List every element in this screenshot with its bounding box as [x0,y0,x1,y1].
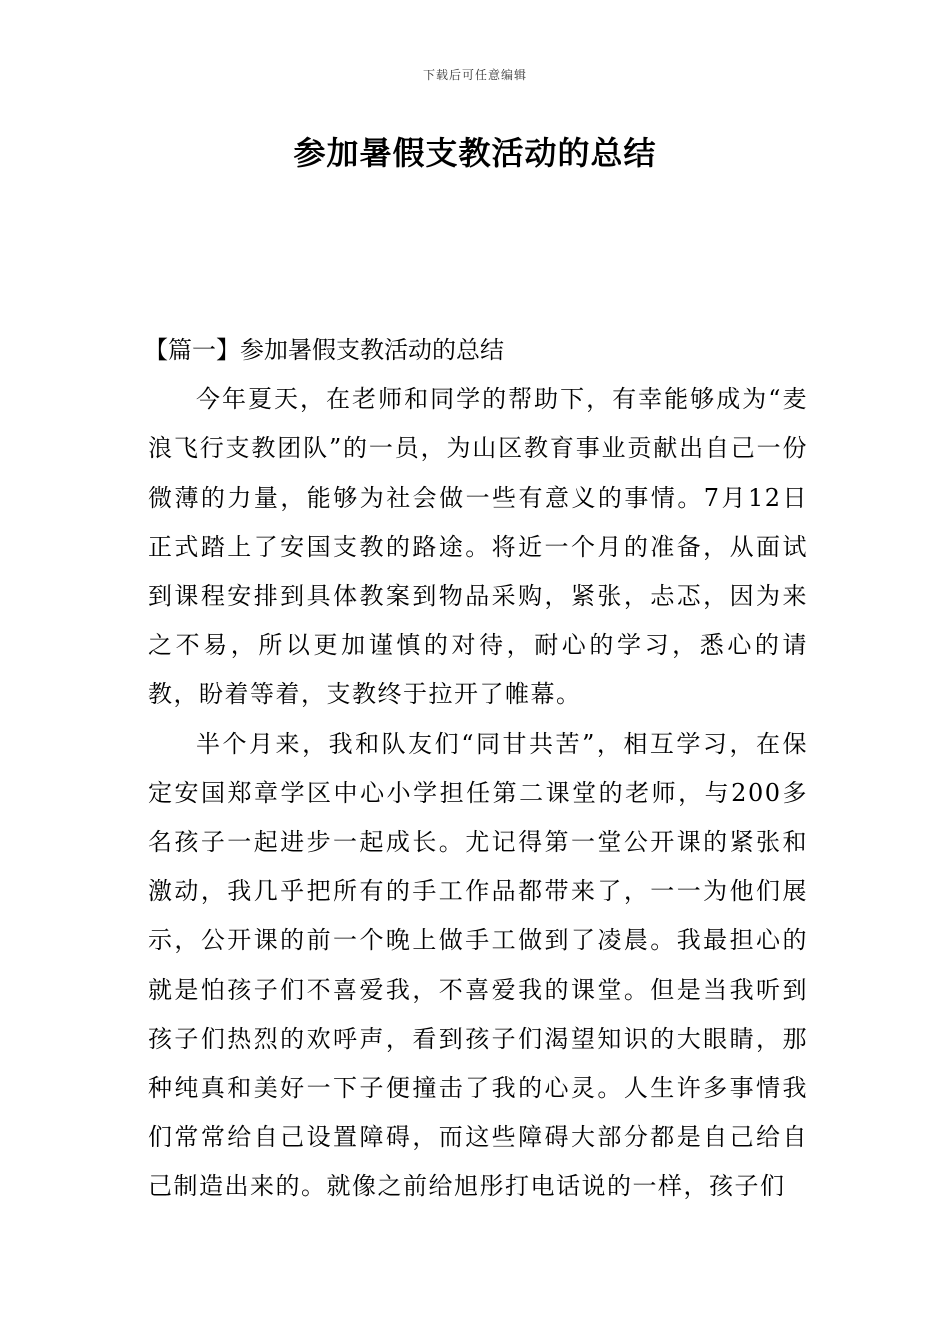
section-heading: 【篇一】参加暑假支教活动的总结 [144,336,504,364]
paragraph-1: 今年夏天，在老师和同学的帮助下，有幸能够成为“麦浪飞行支教团队”的一员，为山区教育事业贡献出自己一份微薄的力量，能够为社会做一些有意义的事情。7月12日正式踏上了安国支教的路途。将近一个月的准备，从面试到课程安排到具体教案到物品采购，紧张，忐忑，因为来之不易，所以更加谨慎的对待，耐心的学习，悉心的请教，盼着等着，支教终于拉开了帷幕。 [148,385,808,709]
document-title: 参加暑假支教活动的总结 [293,134,657,172]
document-body [144,326,808,1212]
header-note: 下载后可任意编辑 [422,68,527,82]
paragraph-2: 半个月来，我和队友们“同甘共苦”，相互学习，在保定安国郑章学区中心小学担任第二课堂的老师，与200多名孩子一起进步一起成长。尤记得第一堂公开课的紧张和激动，我几乎把所有的手工作品都带来了，一一为他们展示，公开课的前一个晚上做手工做到了凌晨。我最担心的就是怕孩子们不喜爱我，不喜爱我的课堂。但是当我听到孩子们热烈的欢呼声，看到孩子们渴望知识的大眼睛，那种纯真和美好一下子便撞击了我的心灵。人生许多事情我们常常给自己设置障碍，而这些障碍大部分都是自己给自己制造出来的。就像之前给旭彤打电话说的一样，孩子们 [148,729,808,1201]
